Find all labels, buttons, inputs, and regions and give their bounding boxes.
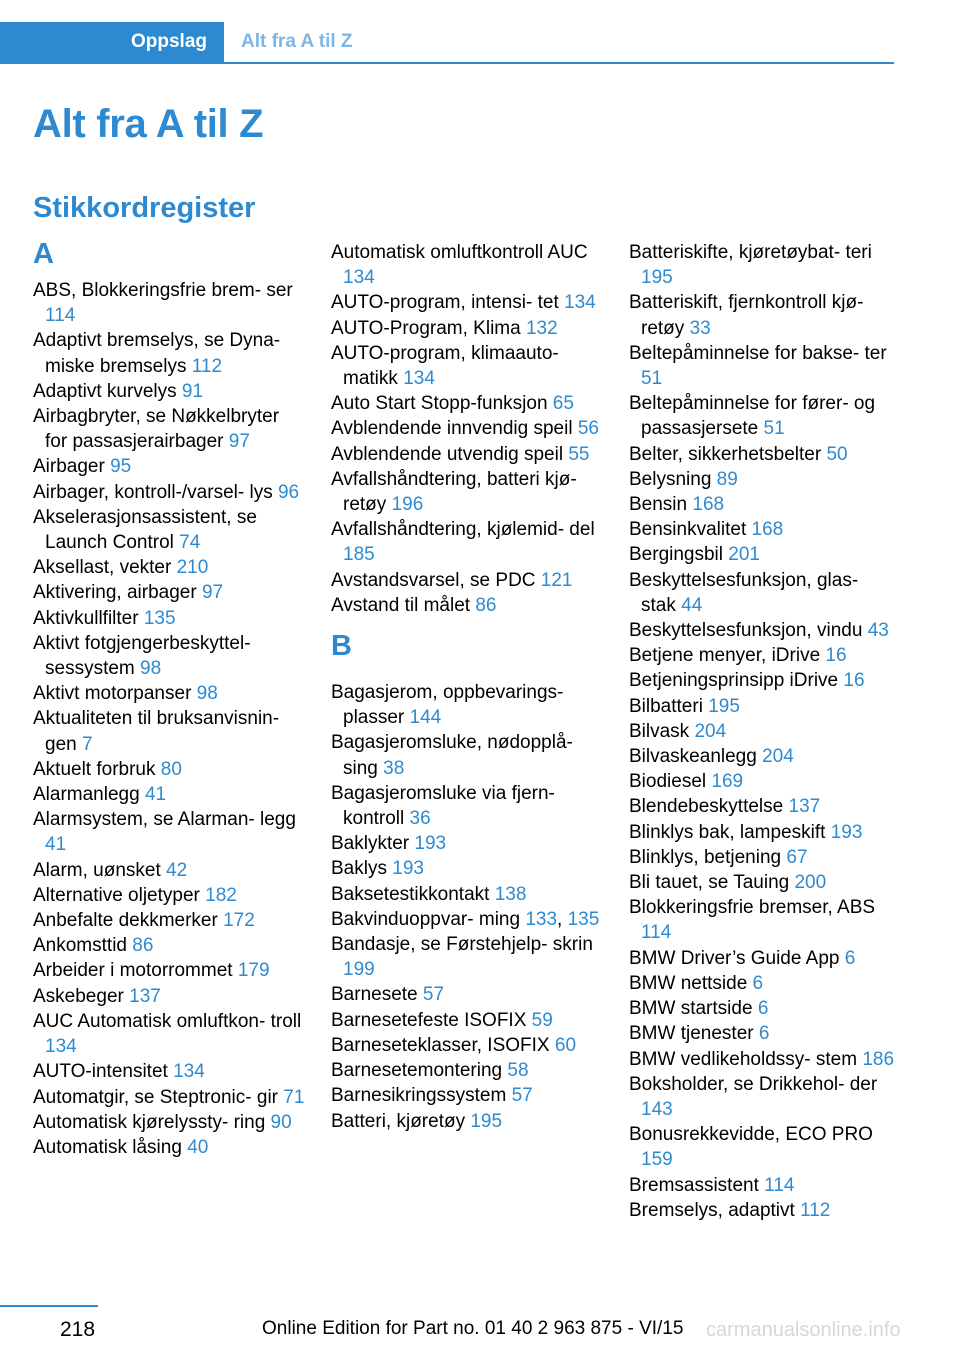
index-entry [331, 290, 603, 315]
index-entry [629, 895, 897, 945]
page-link[interactable]: 114 [764, 1174, 795, 1196]
page-link[interactable]: 112 [191, 355, 223, 377]
index-entry [331, 593, 603, 618]
page-link[interactable]: 195 [470, 1110, 503, 1132]
index-entry [629, 492, 897, 517]
page-link[interactable]: 65 [552, 393, 574, 415]
index-entry [629, 1072, 897, 1122]
index-entry [331, 856, 603, 881]
page-link[interactable]: 98 [196, 683, 218, 705]
page-link[interactable]: 33 [689, 317, 711, 339]
page-link[interactable]: 98 [140, 658, 162, 680]
page-link[interactable]: 200 [794, 872, 827, 894]
index-entry [33, 379, 305, 404]
page-link[interactable]: 59 [531, 1009, 553, 1031]
index-entry [33, 555, 305, 580]
index-entry-text: Bremsassistent [629, 1174, 765, 1196]
page-link[interactable]: 6 [757, 998, 769, 1020]
index-entry-text: AUC Automatisk omluftkon- troll [33, 1010, 302, 1032]
page-link[interactable]: 137 [129, 985, 161, 1007]
page-link[interactable]: 204 [762, 746, 794, 768]
page-link[interactable]: 112 [800, 1199, 831, 1221]
index-entry [629, 391, 897, 441]
index-entry-text: Bilvaskeanlegg [629, 746, 763, 768]
index-entry [331, 467, 603, 517]
index-entry [629, 643, 897, 668]
page-link[interactable]: 195 [708, 695, 740, 717]
page-link[interactable]: 185 [343, 544, 375, 566]
index-entry-text: Barnesetefeste ISOFIX [331, 1009, 532, 1031]
index-entry-text: Avblendende innvendig speil [331, 418, 578, 440]
index-column-2 [331, 240, 603, 1134]
page-link[interactable]: 56 [577, 418, 599, 440]
index-entry [33, 278, 305, 328]
index-entry [33, 454, 305, 479]
index-entry-text: Bli tauet, se Tauing [629, 872, 795, 894]
tab-oppslag[interactable] [0, 22, 224, 62]
index-entry [629, 290, 897, 340]
page-title: Alt fra A til Z [33, 102, 264, 146]
page-link[interactable]: 7 [81, 733, 93, 755]
index-entry-text: BMW vedlikeholdssy- stem [629, 1048, 863, 1070]
page-link[interactable]: 134 [173, 1061, 205, 1083]
index-entry-text: BMW tjenester [629, 1023, 759, 1045]
index-entry-text: Bonusrekkevidde, ECO PRO [629, 1124, 873, 1146]
index-entry [331, 316, 603, 341]
index-entry [331, 1083, 603, 1108]
page-link[interactable]: 168 [692, 494, 725, 516]
page-link[interactable]: 43 [867, 620, 889, 642]
page-link[interactable]: 60 [554, 1034, 577, 1056]
index-entry [33, 1085, 305, 1110]
index-entry-text: Batteriskifte, kjøretøybat- teri [629, 242, 872, 263]
index-entry-text: Akselerasjonsassistent, se Launch Control [33, 506, 257, 554]
index-entry [629, 1198, 897, 1223]
page-link[interactable]: 182 [205, 884, 237, 906]
page-link[interactable]: 58 [507, 1060, 529, 1082]
index-entry-text: Barnesikringssystem [331, 1085, 512, 1107]
page-link[interactable]: 179 [237, 960, 270, 982]
index-entry-text: Airbager [33, 456, 111, 478]
page-link[interactable]: 80 [160, 758, 182, 780]
index-entry [33, 933, 305, 958]
page-link[interactable]: 195 [641, 267, 673, 289]
page-link[interactable]: 135 [567, 908, 600, 930]
index-entry [331, 1058, 603, 1083]
index-entry-text: Barneseteklasser, ISOFIX [331, 1034, 555, 1056]
section-title: Stikkordregister [33, 192, 256, 224]
index-entry-text: Automatisk låsing [33, 1136, 188, 1158]
index-entry [629, 820, 897, 845]
index-entry-text: Barnesete [331, 984, 423, 1006]
index-entry-text: Bandasje, se Førstehjelp- skrin [331, 934, 593, 956]
index-entry [33, 1110, 305, 1135]
index-entry [33, 858, 305, 883]
index-entry-text: Aktuelt forbruk [33, 758, 161, 780]
index-entry [331, 416, 603, 441]
index-entry-text: Bakvinduoppvar- ming [331, 908, 526, 930]
page-link[interactable]: 159 [641, 1149, 673, 1171]
index-entry-text: Beskyttelsesfunksjon, glas- stak [629, 569, 859, 616]
index-entry [629, 442, 897, 467]
index-entry-text: Baklykter [331, 833, 415, 855]
index-entry [629, 668, 897, 693]
page-link[interactable]: 135 [143, 607, 176, 629]
index-entry-text: BMW Driver’s Guide App [629, 947, 845, 969]
index-entry [331, 680, 603, 730]
index-entry-text: Aktivt fotgjengerbeskyttel- sessystem [33, 632, 251, 680]
page-link[interactable]: 96 [277, 481, 300, 503]
index-entry [33, 1009, 305, 1059]
index-entry [331, 781, 603, 831]
index-entry-text: Adaptivt bremselys, se Dyna- miske bremselys [33, 330, 281, 377]
watermark: carmanualsonline.info [706, 1319, 901, 1341]
index-entry [33, 807, 305, 857]
page-link[interactable]: 74 [179, 532, 201, 554]
page-link[interactable]: 143 [641, 1098, 673, 1120]
header-bar [0, 22, 894, 64]
index-entry [629, 240, 897, 290]
index-entry-text: Aktualiteten til bruksanvisnin- gen [33, 708, 280, 755]
index-entry [331, 1008, 603, 1033]
index-entry [331, 831, 603, 856]
page-link[interactable]: 51 [641, 368, 663, 390]
index-entry-text: Bilvask [629, 720, 695, 742]
page-link[interactable]: 134 [45, 1036, 77, 1058]
page-number: 218 [60, 1318, 96, 1341]
page-link[interactable]: 201 [728, 544, 760, 566]
index-entry [629, 618, 897, 643]
page-link[interactable]: 168 [751, 519, 784, 541]
index-entry-text: Blendebeskyttelse [629, 796, 789, 818]
page-link[interactable]: 40 [187, 1136, 209, 1158]
page-link[interactable]: 90 [270, 1111, 292, 1133]
page-link[interactable]: 97 [201, 582, 224, 604]
index-entry-text: ABS, Blokkeringsfrie brem- ser [33, 280, 293, 301]
index-entry-text: Bagasjeromsluke via fjern- kontroll [331, 782, 555, 830]
index-entry [629, 769, 897, 794]
tab-label: Oppslag [130, 31, 207, 52]
index-entry-text: Aktivt motorpanser [33, 683, 197, 705]
index-entry-text: Ankomsttid [33, 935, 133, 957]
index-entry [629, 1021, 897, 1046]
index-entry [629, 971, 897, 996]
index-entry-text: BMW nettside [629, 972, 753, 994]
page-link[interactable]: 71 [283, 1086, 305, 1108]
index-entry [33, 328, 305, 378]
index-entry-text: AUTO-program, klimaauto- matikk [331, 342, 559, 390]
index-entry-text: Alarm, uønsket [33, 859, 167, 881]
index-entry-text: Adaptivt kurvelys [33, 380, 182, 402]
page-link[interactable]: 114 [641, 922, 672, 944]
index-entry [33, 757, 305, 782]
page-link[interactable]: 86 [132, 935, 154, 957]
page-link[interactable]: 193 [414, 833, 447, 855]
index-entry-text: Airbager, kontroll-/varsel- lys [33, 481, 278, 503]
index-entry [33, 958, 305, 983]
page-link[interactable]: 57 [422, 984, 445, 1006]
index-entry [33, 706, 305, 756]
index-entry-text: Automatgir, se Steptronic- gir [33, 1086, 284, 1108]
index-entry [33, 1059, 305, 1084]
index-entry-text: Aktivkullfilter [33, 607, 144, 629]
page-link[interactable]: 91 [181, 380, 204, 402]
page-link[interactable]: 57 [511, 1085, 533, 1107]
index-entry [629, 568, 897, 618]
index-entry [33, 480, 305, 505]
page-link[interactable]: 134 [343, 267, 375, 289]
page-link[interactable]: 44 [681, 594, 703, 616]
breadcrumb-label: Alt fra A til Z [241, 31, 353, 52]
index-entry [331, 1109, 603, 1134]
index-entry [629, 1047, 897, 1072]
page-link[interactable]: 6 [758, 1023, 770, 1045]
page-link[interactable]: 38 [383, 757, 405, 779]
page-link[interactable]: 134 [403, 368, 435, 390]
page-link[interactable]: 42 [166, 859, 188, 881]
breadcrumb[interactable] [241, 22, 353, 62]
index-entry [331, 568, 603, 593]
page-link[interactable]: 193 [392, 858, 424, 880]
page-link[interactable]: 16 [825, 645, 847, 667]
index-entry-text: Aktivering, airbager [33, 582, 202, 604]
index-entry-text: Belter, sikkerhetsbelter [629, 443, 827, 465]
index-entry [331, 341, 603, 391]
index-entry-text: AUTO-program, intensi- tet [331, 292, 565, 314]
page-link[interactable]: 114 [45, 305, 76, 327]
index-entry [33, 782, 305, 807]
index-entry [331, 932, 603, 982]
index-entry-text: BMW startside [629, 998, 758, 1020]
index-entry [629, 1122, 897, 1172]
index-entry-text: Anbefalte dekkmerker [33, 910, 224, 932]
index-entry-text: Bilbatteri [629, 695, 709, 717]
page-link[interactable]: 16 [843, 670, 865, 692]
index-entry-text: Belysning [629, 468, 717, 490]
page-link[interactable]: 67 [786, 846, 808, 868]
index-entry-text: Avstand til målet [331, 594, 476, 616]
index-entry-text: Automatisk omluftkontroll AUC [331, 242, 588, 263]
index-entry-text: Beskyttelsesfunksjon, vindu [629, 620, 868, 642]
index-entry [629, 744, 897, 769]
page-link[interactable]: 169 [711, 771, 744, 793]
index-entry [629, 719, 897, 744]
index-entry [629, 794, 897, 819]
page-link[interactable]: 132 [525, 317, 558, 339]
index-entry-text: Aksellast, vekter [33, 557, 177, 579]
index-entry-text: Boksholder, se Drikkehol- der [629, 1073, 878, 1095]
page-link[interactable]: 97 [228, 431, 250, 453]
index-entry [331, 391, 603, 416]
index-entry [629, 996, 897, 1021]
page-link[interactable]: 95 [110, 456, 132, 478]
page-link[interactable]: 144 [409, 707, 442, 729]
index-entry-text: AUTO-intensitet [33, 1061, 174, 1083]
index-entry [629, 870, 897, 895]
index-entry [331, 517, 603, 567]
index-entry [331, 730, 603, 780]
index-entry-text: Blokkeringsfrie bremser, ABS [629, 897, 876, 919]
index-entry-text: Alternative oljetyper [33, 884, 206, 906]
index-entry-text: Auto Start Stopp-funksjon [331, 393, 553, 415]
index-entry-text: Betjeningsprinsipp iDrive [629, 670, 844, 692]
index-entry [331, 1033, 603, 1058]
page-link[interactable]: 172 [223, 910, 255, 932]
page-link[interactable]: 41 [144, 784, 167, 806]
index-entry [629, 341, 897, 391]
index-entry [629, 694, 897, 719]
index-entry-text: Bensinkvalitet [629, 519, 752, 541]
index-entry-text: Airbagbryter, se Nøkkelbryter for passasjerairbager [33, 406, 280, 453]
index-entry [331, 240, 603, 290]
index-entry [331, 882, 603, 907]
index-entry-text: Avfallshåndtering, kjølemid- del [331, 519, 595, 541]
index-column-3 [629, 240, 897, 1223]
index-entry: Bakvinduoppvar- ming 133, 135 [331, 908, 600, 930]
page-link[interactable]: 199 [343, 959, 375, 981]
index-entry [331, 442, 603, 467]
index-entry-text: Bensin [629, 494, 693, 516]
page-link[interactable]: 86 [475, 594, 497, 616]
index-entry-text: Alarmsystem, se Alarman- legg [33, 809, 296, 831]
index-entry [33, 984, 305, 1009]
page-link[interactable]: 210 [176, 557, 209, 579]
index-entry-text: Biodiesel [629, 771, 712, 793]
index-entry-text: Avblendende utvendig speil [331, 443, 569, 465]
page-link[interactable]: 41 [45, 834, 67, 856]
index-entry-text: AUTO-Program, Klima [331, 317, 526, 339]
index-entry-text: Baklys [331, 858, 393, 880]
index-entry-text: Betjene menyer, iDrive [629, 645, 826, 667]
index-entry-text: Avstandsvarsel, se PDC [331, 569, 541, 591]
index-letter: B [331, 630, 352, 663]
page-link[interactable]: 186 [862, 1048, 895, 1070]
index-column-1 [33, 240, 305, 1160]
index-letter: A [33, 238, 54, 270]
index-entry-text: Batteriskift, fjernkontroll kjø- retøy [629, 292, 864, 339]
index-entry [629, 1173, 897, 1198]
index-entry [33, 404, 305, 454]
index-entry [33, 681, 305, 706]
index-entry-text: Bremselys, adaptivt [629, 1199, 801, 1221]
page-link[interactable]: 204 [694, 720, 727, 742]
index-entry-text: Barnesetemontering [331, 1060, 508, 1082]
index-entry-text: Beltepåminnelse for bakse- ter [629, 342, 887, 364]
page-link[interactable]: 50 [826, 443, 848, 465]
index-entry-text: Arbeider i motorrommet [33, 960, 238, 982]
page-link[interactable]: 36 [409, 808, 431, 830]
index-entry-text: Bagasjerom, oppbevarings- plasser [331, 682, 564, 729]
index-entry-text: Bergingsbil [629, 544, 729, 566]
footer-rule [0, 1305, 98, 1307]
index-entry [33, 883, 305, 908]
index-entry-text: Batteri, kjøretøy [331, 1110, 471, 1132]
page-link[interactable]: 89 [716, 468, 738, 490]
index-entry [629, 542, 897, 567]
page-link[interactable]: 138 [494, 883, 527, 905]
page-link[interactable]: 193 [830, 821, 863, 843]
index-entry [331, 982, 603, 1007]
index-entry [33, 1135, 305, 1160]
index-entry-text: Blinklys bak, lampeskift [629, 821, 831, 843]
page-link[interactable]: 6 [844, 947, 856, 969]
index-entry-text: Beltepåminnelse for fører- og passasjersete [629, 393, 876, 440]
index-entry-text: Automatisk kjørelyssty- ring [33, 1111, 271, 1133]
page-link[interactable]: 6 [752, 972, 764, 994]
index-entry [629, 467, 897, 492]
index-entry [33, 606, 305, 631]
page-link[interactable]: 134 [564, 292, 596, 314]
index-entry [33, 580, 305, 605]
index-entry [629, 946, 897, 971]
edition-text: Online Edition for Part no. 01 40 2 963 875 - VI/15 [262, 1318, 684, 1339]
page-link[interactable]: 55 [568, 443, 590, 465]
index-entry-text: Blinklys, betjening [629, 846, 787, 868]
index-entry [33, 908, 305, 933]
page-link[interactable]: 196 [391, 494, 424, 516]
index-entry-text: Bagasjeromsluke, nødopplå- sing [331, 732, 573, 779]
index-entry-text: Alarmanlegg [33, 784, 145, 806]
index-entry-text: Avfallshåndtering, batteri kjø- retøy [331, 468, 577, 516]
page-link[interactable]: 137 [788, 796, 821, 818]
index-entry [33, 505, 305, 555]
page-link[interactable]: 51 [763, 418, 785, 440]
page-link[interactable]: 121 [540, 569, 573, 591]
index-entry-text: Askebeger [33, 985, 130, 1007]
index-entry-text: Baksetestikkontakt [331, 883, 495, 905]
index-entry [629, 517, 897, 542]
page-link[interactable]: 133 [525, 908, 558, 930]
index-entry [629, 845, 897, 870]
index-entry [33, 631, 305, 681]
